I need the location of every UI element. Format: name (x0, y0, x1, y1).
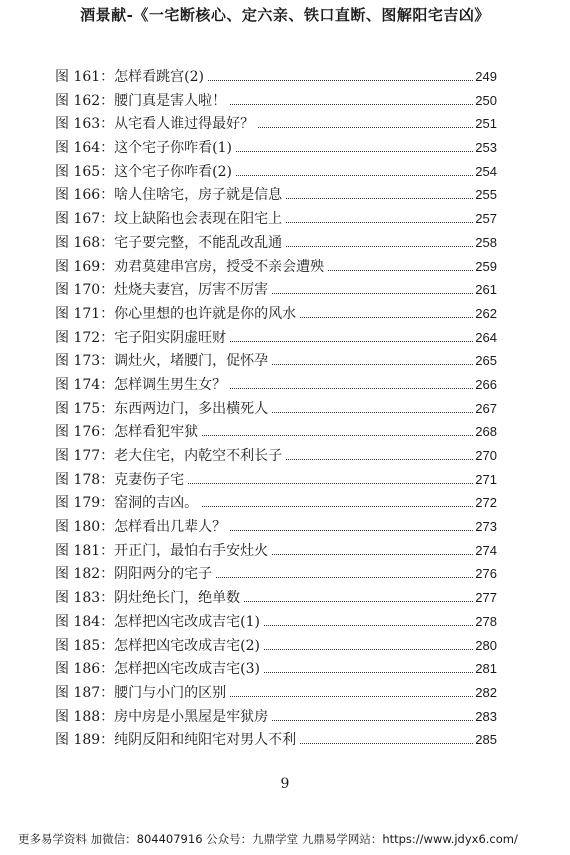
toc-page-number: 254 (475, 163, 497, 179)
toc-entry (55, 563, 497, 587)
toc-entry (55, 706, 497, 730)
toc-figure-label: 图 167： (55, 211, 115, 228)
toc-title: 窑洞的吉凶。 (114, 495, 199, 512)
toc-page-number: 281 (475, 661, 497, 677)
toc-title: 怎样看出几辈人？ (114, 519, 227, 536)
toc-leader-dots (236, 175, 473, 176)
toc-title: 怎样调生男生女？ (114, 376, 227, 393)
toc-page-number: 280 (475, 637, 497, 653)
toc-figure-label: 图 178： (55, 471, 115, 488)
toc-entry (55, 635, 497, 659)
toc-figure-label: 图 168： (55, 234, 115, 251)
toc-leader-dots (202, 506, 473, 507)
toc-title: 阴灶绝长门，绝单数 (114, 590, 241, 607)
toc-page-number: 255 (475, 187, 497, 203)
toc-entry (55, 374, 497, 398)
toc-title: 坟上缺陷也会表现在阳宅上 (114, 211, 283, 228)
toc-figure-label: 图 182： (55, 566, 115, 583)
page-header: 酒景献-《一宅断核心、定六亲、铁口直断、图解阳宅吉凶》 (80, 6, 490, 24)
toc-entry (55, 682, 497, 706)
toc-title: 这个宅子你咋看(2) (114, 163, 233, 180)
toc-leader-dots (272, 720, 473, 721)
toc-leader-dots (286, 198, 473, 199)
toc-page-number: 272 (475, 495, 497, 511)
toc-page-number: 265 (475, 353, 497, 369)
toc-figure-label: 图 180： (55, 519, 115, 536)
toc-page-number: 257 (475, 211, 497, 227)
toc-leader-dots (244, 601, 473, 602)
toc-leader-dots (328, 270, 473, 271)
toc-title: 劝君莫建串宫房，授受不亲会遭殃 (114, 258, 325, 275)
toc-title: 东西两边门，多出横死人 (114, 400, 269, 417)
toc-figure-label: 图 175： (55, 400, 115, 417)
toc-figure-label: 图 166： (55, 187, 115, 204)
toc-title: 灶烧夫妻宫，厉害不厉害 (114, 282, 269, 299)
toc-title: 腰门与小门的区别 (114, 684, 227, 701)
toc-title: 怎样看跳宫(2) (114, 69, 205, 85)
toc-page-number: 253 (475, 140, 497, 156)
toc-figure-label: 图 183： (55, 590, 115, 607)
toc-title: 克妻伤子宅 (114, 471, 185, 488)
toc-entry (55, 161, 497, 185)
toc-page-number: 258 (475, 234, 497, 250)
toc-title: 怎样把凶宅改成吉宅(1) (114, 613, 261, 630)
toc-entry (55, 90, 497, 114)
toc-figure-label: 图 186： (55, 661, 115, 678)
toc-leader-dots (272, 364, 473, 365)
toc-leader-dots (230, 696, 473, 697)
toc-leader-dots (286, 222, 473, 223)
toc-entry (55, 184, 497, 208)
toc-title: 这个宅子你咋看(1) (114, 140, 233, 157)
toc-title: 从宅看人谁过得最好？ (114, 116, 255, 133)
toc-leader-dots (230, 388, 473, 389)
toc-figure-label: 图 188： (55, 708, 115, 725)
toc-title: 宅子要完整，不能乱改乱通 (114, 234, 283, 251)
toc-entry (55, 279, 497, 303)
toc-page-number: 264 (475, 329, 497, 345)
toc-leader-dots (272, 293, 473, 294)
toc-page-number: 261 (475, 282, 497, 298)
toc-leader-dots (230, 104, 473, 105)
toc-page-number: 276 (475, 566, 497, 582)
toc-figure-label: 图 161： (55, 69, 115, 85)
toc-figure-label: 图 185： (55, 637, 115, 654)
toc-page-number: 249 (475, 69, 497, 84)
toc-figure-label: 图 177： (55, 448, 115, 464)
toc-leader-dots (264, 649, 473, 650)
toc-figure-label: 图 171： (55, 305, 115, 322)
toc-figure-label: 图 179： (55, 495, 115, 512)
toc-title: 老大住宅，内乾空不利长子 (114, 448, 283, 464)
toc-entry (55, 729, 497, 753)
toc-leader-dots (300, 743, 473, 744)
footer-watermark: 更多易学资料 加微信：804407916 公众号：九鼎学堂 九鼎易学网站：https://www.jdyx6.com/ (18, 832, 518, 846)
toc-page-number: 267 (475, 400, 497, 416)
toc-figure-label: 图 187： (55, 684, 115, 701)
table-of-contents (55, 66, 497, 753)
toc-title: 房中房是小黑屋是牢狱房 (114, 708, 269, 725)
toc-page-number: 273 (475, 519, 497, 535)
toc-figure-label: 图 189： (55, 732, 115, 749)
toc-figure-label: 图 170： (55, 282, 115, 299)
toc-leader-dots (272, 554, 473, 555)
toc-page-number: 282 (475, 684, 497, 700)
toc-page-number: 266 (475, 376, 497, 392)
toc-leader-dots (286, 246, 473, 247)
toc-title: 怎样把凶宅改成吉宅(3) (114, 661, 261, 678)
toc-entry (55, 445, 497, 469)
toc-entry (55, 137, 497, 161)
toc-page-number: 278 (475, 613, 497, 629)
toc-entry (55, 208, 497, 232)
toc-title: 怎样把凶宅改成吉宅(2) (114, 637, 261, 654)
toc-entry (55, 398, 497, 422)
toc-figure-label: 图 174： (55, 376, 115, 393)
toc-page-number: 285 (475, 732, 497, 748)
toc-page-number: 250 (475, 92, 497, 108)
toc-title: 腰门真是害人啦！ (114, 92, 227, 109)
toc-leader-dots (216, 577, 473, 578)
toc-page-number: 262 (475, 305, 497, 321)
toc-entry (55, 492, 497, 516)
toc-entry (55, 256, 497, 280)
toc-title: 开正门，最怕右手安灶火 (114, 542, 269, 559)
toc-figure-label: 图 176： (55, 424, 115, 441)
toc-title: 调灶火，堵腰门，促怀孕 (114, 353, 269, 370)
toc-entry (55, 350, 497, 374)
toc-leader-dots (188, 483, 473, 484)
toc-title: 纯阴反阳和纯阳宅对男人不利 (114, 732, 297, 749)
toc-figure-label: 图 169： (55, 258, 115, 275)
toc-title: 啥人住啥宅，房子就是信息 (114, 187, 283, 204)
toc-leader-dots (230, 530, 473, 531)
toc-title: 宅子阳实阴虚旺财 (114, 329, 227, 346)
toc-page-number: 259 (475, 258, 497, 274)
toc-figure-label: 图 164： (55, 140, 115, 157)
toc-entry (55, 327, 497, 351)
toc-page-number: 274 (475, 542, 497, 558)
toc-entry (55, 587, 497, 611)
toc-entry (55, 66, 497, 90)
toc-page-number: 283 (475, 708, 497, 724)
toc-figure-label: 图 163： (55, 116, 115, 133)
toc-leader-dots (202, 435, 473, 436)
toc-page-number: 270 (475, 448, 497, 463)
toc-entry (55, 516, 497, 540)
toc-leader-dots (286, 459, 473, 460)
toc-page-number: 268 (475, 424, 497, 440)
page-number: 9 (280, 776, 290, 792)
toc-figure-label: 图 172： (55, 329, 115, 346)
toc-page-number: 251 (475, 116, 497, 132)
toc-entry (55, 303, 497, 327)
toc-page-number: 271 (475, 471, 497, 487)
toc-entry (55, 540, 497, 564)
toc-leader-dots (300, 317, 473, 318)
toc-leader-dots (264, 625, 473, 626)
toc-leader-dots (236, 151, 473, 152)
toc-title: 阴阳两分的宅子 (114, 566, 213, 583)
toc-entry (55, 113, 497, 137)
toc-title: 你心里想的也许就是你的风水 (114, 305, 297, 322)
toc-leader-dots (230, 341, 473, 342)
toc-leader-dots (272, 412, 473, 413)
toc-entry (55, 232, 497, 256)
toc-figure-label: 图 165： (55, 163, 115, 180)
toc-figure-label: 图 173： (55, 353, 115, 370)
toc-entry (55, 611, 497, 635)
toc-figure-label: 图 181： (55, 542, 115, 559)
toc-page-number: 277 (475, 590, 497, 606)
toc-leader-dots (264, 672, 473, 673)
toc-title: 怎样看犯牢狱 (114, 424, 199, 441)
toc-leader-dots (208, 80, 473, 81)
toc-figure-label: 图 184： (55, 613, 115, 630)
toc-entry (55, 469, 497, 493)
toc-figure-label: 图 162： (55, 92, 115, 109)
toc-leader-dots (258, 127, 473, 128)
toc-entry (55, 421, 497, 445)
toc-entry (55, 658, 497, 682)
